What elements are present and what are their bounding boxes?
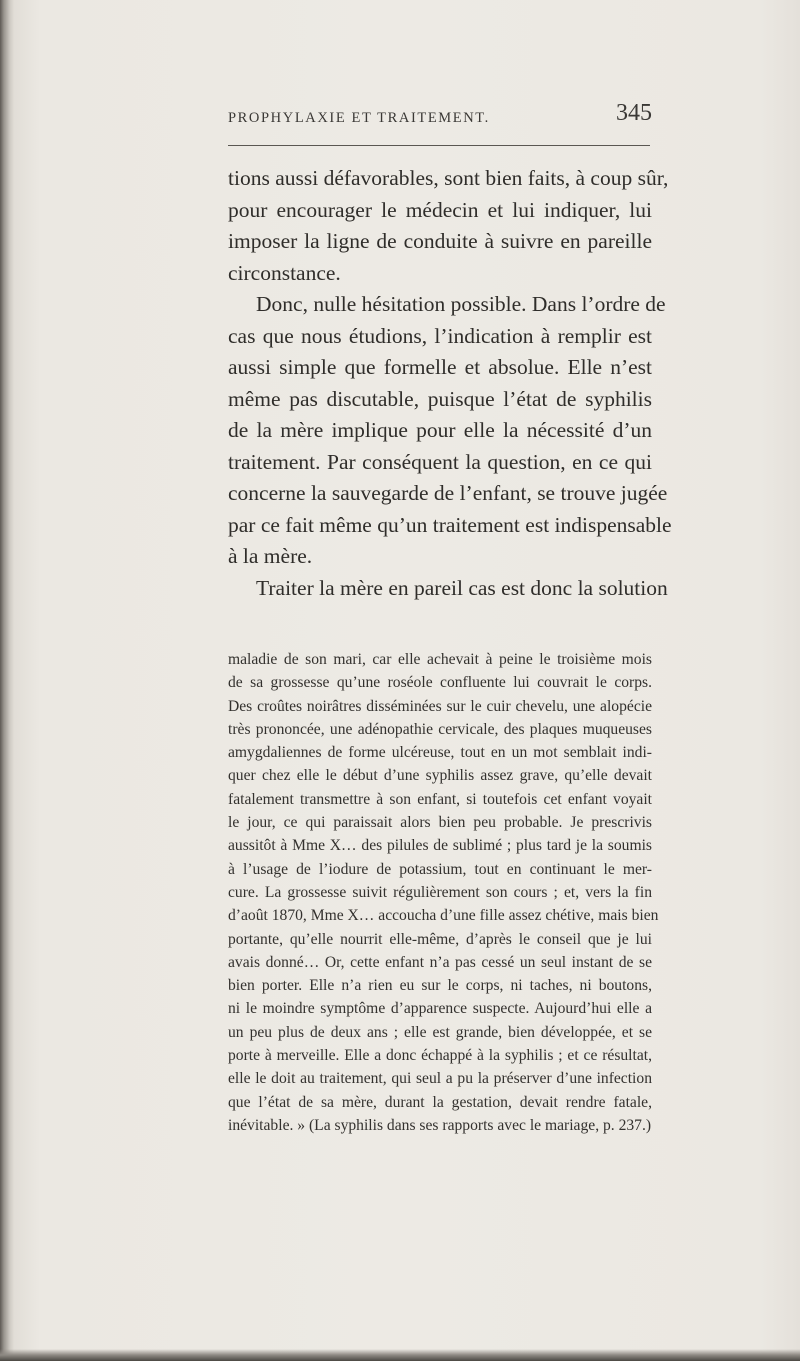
text-line: Traiter la mère en pareil cas est donc la solution — [256, 575, 668, 600]
running-title: PROPHYLAXIE ET TRAITEMENT. — [228, 110, 490, 126]
text-line: circonstance. — [228, 260, 341, 285]
footnote-line: d’août 1870, Mme X… accoucha d’une fille assez chétive, mais bien — [228, 907, 659, 925]
footnote — [228, 648, 659, 1137]
text-line: Donc, nulle hésitation possible. Dans l’ordre de — [256, 292, 666, 316]
page-header — [228, 100, 656, 140]
footnote-line: portante, qu’elle nourrit elle-même, d’après le conseil que je lui — [228, 930, 652, 948]
footnote-line: porte à merveille. Elle a donc échappé à la syphilis ; et ce résultat, — [228, 1047, 652, 1065]
text-line: imposer la ligne de conduite à suivre en pareille — [228, 229, 652, 253]
footnote-line: maladie de son mari, car elle achevait à peine le troisième mois — [228, 651, 652, 668]
footnote-line: ni le moindre symptôme d’apparence suspecte. Aujourd’hui elle a — [228, 1000, 652, 1018]
footnote-line: un peu plus de deux ans ; elle est grande, bien développée, et se — [228, 1023, 652, 1041]
page-bottom-edge-shadow — [0, 1349, 800, 1361]
footnote-line: avais donné… Or, cette enfant n’a pas cessé un seul instant de se — [228, 953, 652, 971]
footnote-line: quer chez elle le début d’une syphilis assez grave, qu’elle devait — [228, 767, 652, 785]
text-line: à la mère. — [228, 544, 313, 568]
footnote-line: amygdaliennes de forme ulcéreuse, tout en un mot semblait indi- — [228, 744, 652, 762]
page-number: 345 — [616, 100, 652, 126]
footnote-line: fatalement transmettre à son enfant, si toutefois cet enfant voyait — [228, 790, 652, 808]
page-left-edge-shadow — [0, 0, 14, 1361]
footnote-line: aussitôt à Mme X… des pilules de sublimé ; plus tard je la soumis — [228, 837, 652, 855]
text-line: pour encourager le médecin et lui indiquer, lui — [228, 197, 652, 222]
header-rule — [228, 145, 650, 146]
footnote-line: elle le doit au traitement, qui seul a pu la préserver d’une infection — [228, 1070, 652, 1088]
footnote-line: bien porter. Elle n’a rien eu sur le corps, ni taches, ni boutons, — [228, 977, 652, 995]
footnote-line: très prononcée, une adénopathie cervicale, des plaques muqueuses — [228, 720, 652, 738]
footnote-line: inévitable. » (La syphilis dans ses rapports avec le mariage, p. 237.) — [228, 1116, 652, 1134]
footnote-line: cure. La grossesse suivit régulièrement son cours ; et, vers la fin — [228, 883, 652, 901]
text-line: même pas discutable, puisque l’état de syphilis — [228, 386, 652, 411]
footnote-line: de sa grossesse qu’une roséole confluente lui couvrait le corps. — [228, 674, 652, 692]
footnote-line: le jour, ce qui paraissait alors bien peu probable. Je prescrivis — [228, 814, 652, 832]
text-line: de la mère implique pour elle la nécessité d’un — [228, 418, 652, 442]
text-line: aussi simple que formelle et absolue. Elle n’est — [228, 355, 652, 379]
text-line: concerne la sauvegarde de l’enfant, se trouve jugée — [228, 481, 668, 505]
text-line: traitement. Par conséquent la question, en ce qui — [228, 449, 652, 474]
footnote-line: à l’usage de l’iodure de potassium, tout en continuant le mer- — [228, 860, 652, 878]
main-text — [228, 163, 672, 604]
text-line: tions aussi défavorables, sont bien faits, à coup sûr, — [228, 166, 669, 190]
footnote-line: Des croûtes noirâtres disséminées sur le cuir chevelu, une alopécie — [228, 697, 652, 715]
footnote-line: que l’état de sa mère, durant la gestation, devait rendre fatale, — [228, 1093, 652, 1111]
text-line: cas que nous étudions, l’indication à remplir est — [228, 323, 652, 348]
text-line: par ce fait même qu’un traitement est indispensable — [228, 512, 672, 537]
